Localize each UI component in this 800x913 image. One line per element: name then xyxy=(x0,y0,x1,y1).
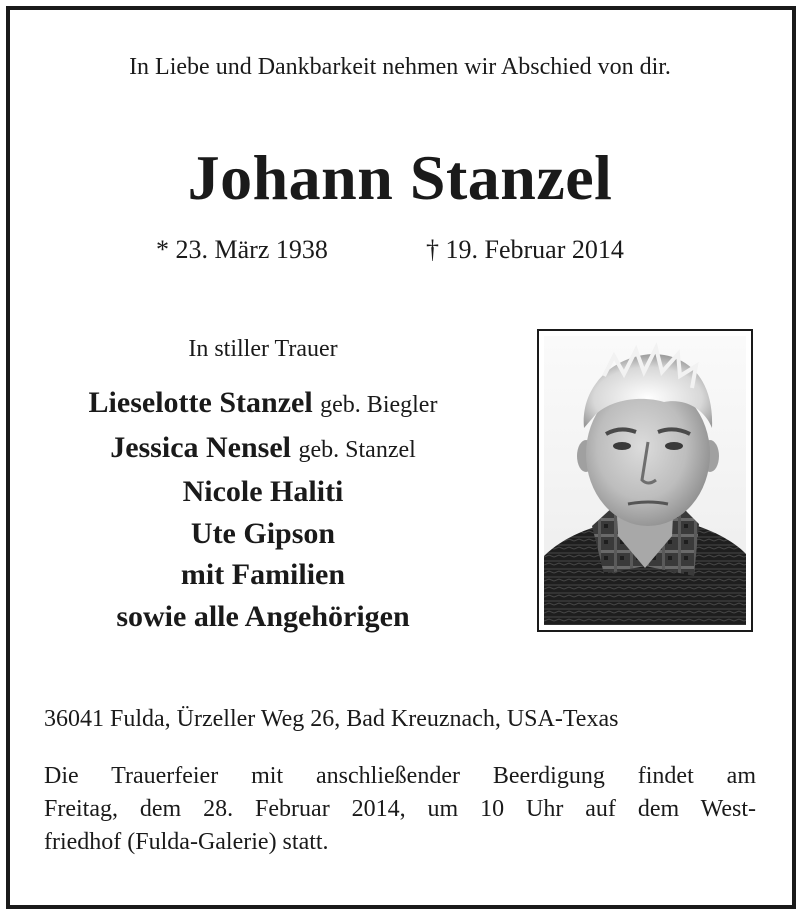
mourner-name: Lieselotte Stanzel xyxy=(88,386,313,419)
service-line: Freitag, dem 28. Februar 2014, um 10 Uhr auf dem West- xyxy=(44,796,756,822)
mourning-intro: In stiller Trauer xyxy=(188,336,338,362)
mourners-list xyxy=(40,382,486,637)
mourner-maiden-name: geb. Biegler xyxy=(320,392,438,418)
mourner-name: Jessica Nensel xyxy=(110,430,291,464)
mourner-entry xyxy=(40,513,486,555)
portrait-image xyxy=(544,336,746,625)
farewell-line: In Liebe und Dankbarkeit nehmen wir Abschied von dir. xyxy=(129,54,671,80)
address-line: 36041 Fulda, Ürzeller Weg 26, Bad Kreuznach, USA-Texas xyxy=(44,706,619,732)
mourner-maiden-name: geb. Stanzel xyxy=(298,436,416,463)
funeral-service-text xyxy=(44,760,756,859)
mourner-entry xyxy=(40,427,486,472)
service-line: Die Trauerfeier mit anschließender Beerdigung findet am xyxy=(44,763,756,789)
mourner-name: sowie alle Angehörigen xyxy=(116,599,410,633)
mourner-entry xyxy=(40,471,486,513)
mourner-entry xyxy=(40,554,486,596)
death-date: † 19. Februar 2014 xyxy=(426,235,624,264)
mourner-entry xyxy=(40,382,486,427)
mourner-name: mit Familien xyxy=(180,558,346,591)
service-line: friedhof (Fulda-Galerie) statt. xyxy=(44,829,329,855)
deceased-name: Johann Stanzel xyxy=(187,142,613,213)
mourner-name: Ute Gipson xyxy=(190,516,336,550)
birth-date: * 23. März 1938 xyxy=(156,235,328,264)
mourner-name: Nicole Haliti xyxy=(182,475,344,508)
mourner-entry xyxy=(40,596,486,638)
portrait-frame xyxy=(537,329,753,632)
portrait-photo xyxy=(544,336,746,625)
